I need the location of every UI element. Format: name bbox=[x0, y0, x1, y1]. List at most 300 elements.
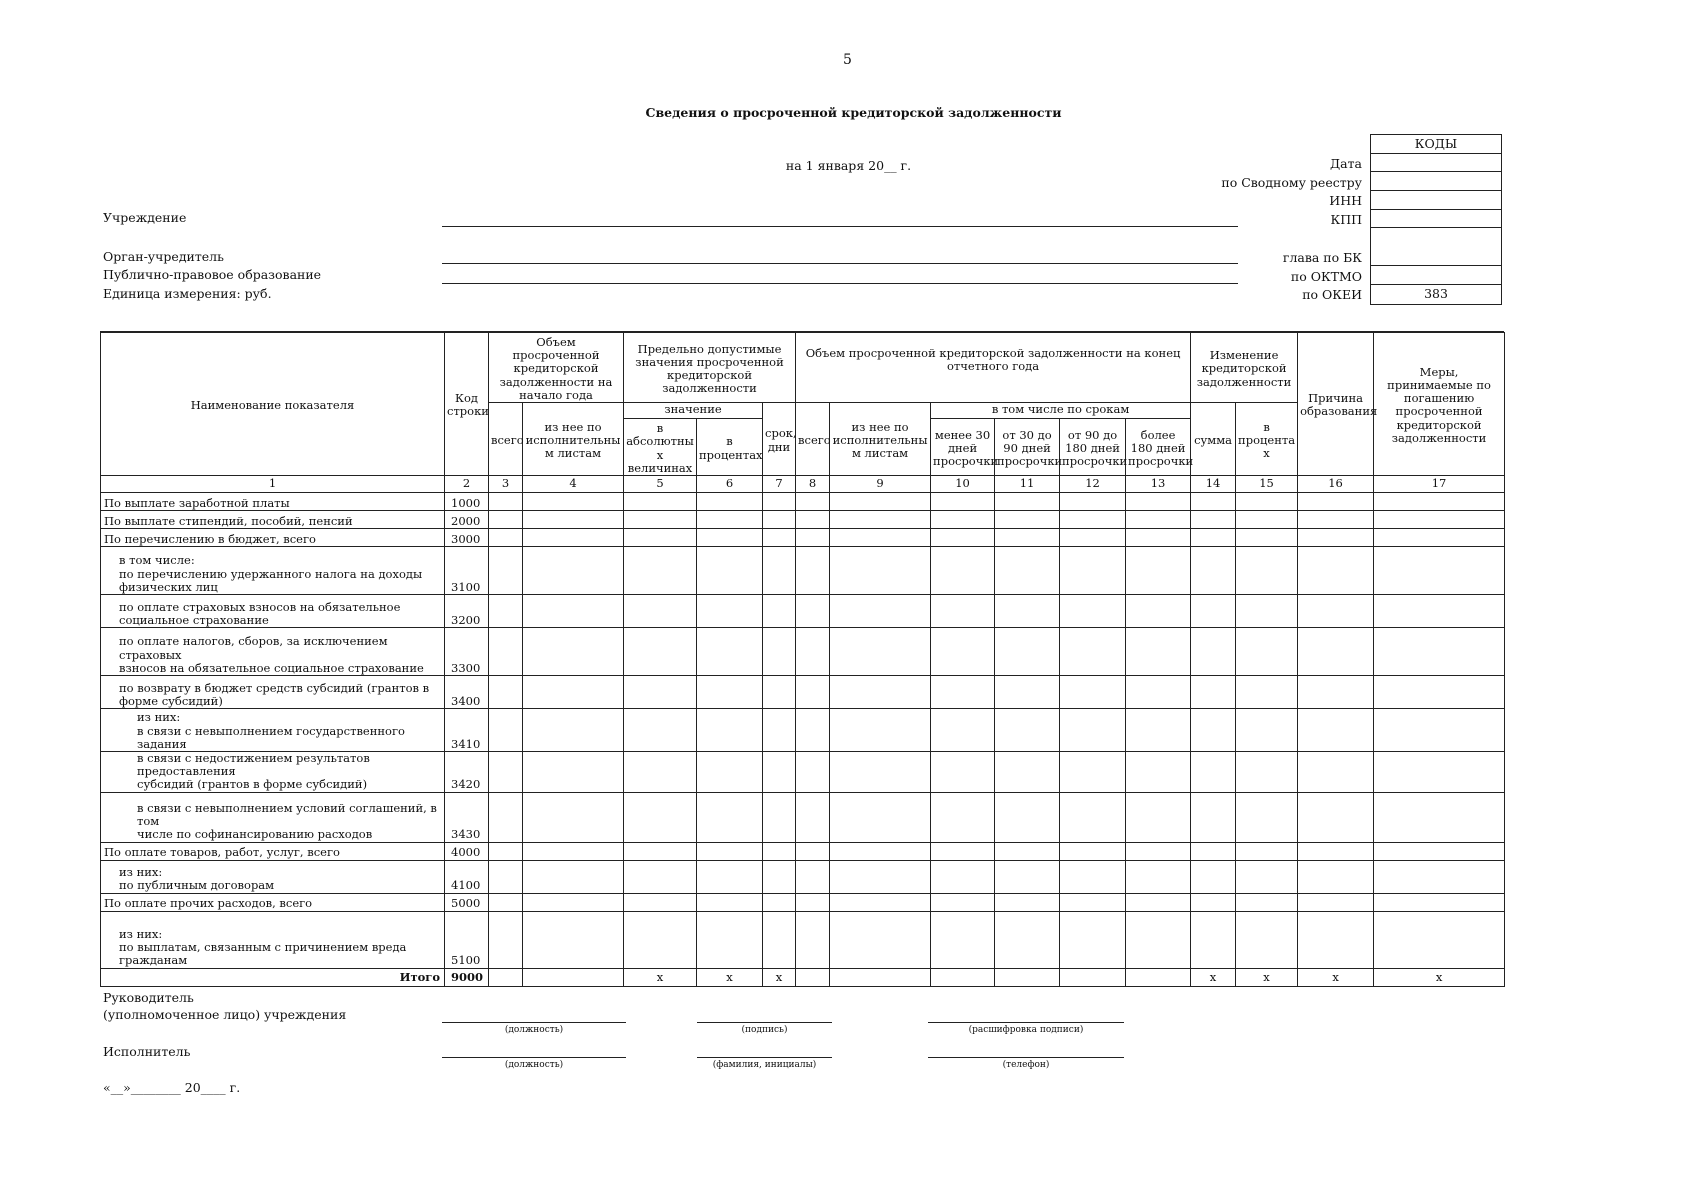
data-cell[interactable] bbox=[1236, 842, 1298, 860]
data-cell[interactable] bbox=[1126, 893, 1191, 911]
data-cell[interactable] bbox=[796, 893, 830, 911]
data-cell[interactable] bbox=[1191, 792, 1236, 842]
row-name bbox=[101, 627, 445, 675]
data-cell[interactable] bbox=[1191, 627, 1236, 675]
data-cell[interactable] bbox=[931, 675, 995, 708]
data-cell[interactable] bbox=[830, 627, 931, 675]
data-cell[interactable] bbox=[1236, 510, 1298, 528]
data-cell[interactable] bbox=[523, 860, 624, 893]
data-cell[interactable] bbox=[1126, 546, 1191, 594]
data-cell[interactable] bbox=[931, 594, 995, 627]
data-cell[interactable] bbox=[830, 751, 931, 792]
data-cell[interactable] bbox=[995, 792, 1060, 842]
data-cell[interactable] bbox=[931, 510, 995, 528]
row-name-line: по оплате страховых взносов на обязательное bbox=[119, 599, 401, 614]
head-decode-line[interactable] bbox=[928, 1022, 1124, 1023]
data-cell[interactable] bbox=[624, 492, 697, 510]
code-label-date: Дата bbox=[1330, 156, 1362, 171]
row-code: 5000 bbox=[445, 893, 489, 911]
data-cell[interactable] bbox=[796, 528, 830, 546]
data-cell[interactable] bbox=[995, 528, 1060, 546]
data-cell[interactable] bbox=[1298, 708, 1374, 751]
head-signature-line[interactable] bbox=[697, 1022, 832, 1023]
data-cell[interactable] bbox=[931, 911, 995, 968]
data-cell[interactable] bbox=[523, 510, 624, 528]
data-cell[interactable] bbox=[1374, 546, 1505, 594]
data-cell[interactable] bbox=[763, 492, 796, 510]
data-cell[interactable] bbox=[763, 708, 796, 751]
data-cell[interactable] bbox=[763, 860, 796, 893]
column-number: 13 bbox=[1126, 475, 1191, 492]
data-cell[interactable] bbox=[1236, 751, 1298, 792]
data-cell[interactable] bbox=[995, 842, 1060, 860]
data-cell[interactable] bbox=[1191, 528, 1236, 546]
data-cell[interactable] bbox=[1126, 492, 1191, 510]
row-name-line: форме субсидий) bbox=[119, 693, 223, 708]
data-cell[interactable] bbox=[763, 594, 796, 627]
row-name-line: По перечислению в бюджет, всего bbox=[104, 531, 316, 546]
data-cell[interactable] bbox=[796, 594, 830, 627]
code-cell-inn[interactable] bbox=[1371, 191, 1501, 210]
data-cell[interactable] bbox=[1060, 675, 1126, 708]
data-cell[interactable] bbox=[1374, 528, 1505, 546]
total-cell[interactable] bbox=[995, 968, 1060, 986]
data-cell[interactable] bbox=[1191, 594, 1236, 627]
row-name bbox=[101, 492, 445, 510]
row-name bbox=[101, 594, 445, 627]
data-cell[interactable] bbox=[931, 792, 995, 842]
head-position-line[interactable] bbox=[442, 1022, 626, 1023]
column-number: 11 bbox=[995, 475, 1060, 492]
data-cell[interactable] bbox=[1236, 911, 1298, 968]
data-cell[interactable] bbox=[1374, 708, 1505, 751]
data-cell[interactable] bbox=[1126, 708, 1191, 751]
data-cell[interactable] bbox=[1126, 627, 1191, 675]
total-cell[interactable] bbox=[489, 968, 523, 986]
data-cell[interactable] bbox=[697, 792, 763, 842]
data-cell[interactable] bbox=[763, 911, 796, 968]
data-cell[interactable] bbox=[697, 627, 763, 675]
data-cell[interactable] bbox=[1374, 594, 1505, 627]
row-name-line: в связи с недостижением результатов предоставления bbox=[137, 750, 370, 779]
data-cell[interactable] bbox=[697, 546, 763, 594]
data-cell[interactable] bbox=[1191, 675, 1236, 708]
data-cell[interactable] bbox=[489, 911, 523, 968]
code-cell-kpp[interactable] bbox=[1371, 210, 1501, 229]
total-cell[interactable] bbox=[1060, 968, 1126, 986]
table-row bbox=[101, 911, 1505, 968]
data-cell[interactable] bbox=[931, 751, 995, 792]
data-cell[interactable] bbox=[931, 546, 995, 594]
data-cell[interactable] bbox=[1060, 546, 1126, 594]
data-cell[interactable] bbox=[763, 546, 796, 594]
data-cell[interactable] bbox=[995, 911, 1060, 968]
total-cell: x bbox=[1298, 968, 1374, 986]
data-cell[interactable] bbox=[931, 842, 995, 860]
data-cell[interactable] bbox=[624, 792, 697, 842]
data-cell[interactable] bbox=[796, 860, 830, 893]
table-row bbox=[101, 594, 1505, 627]
data-cell[interactable] bbox=[796, 627, 830, 675]
data-cell[interactable] bbox=[796, 492, 830, 510]
row-code: 4100 bbox=[445, 860, 489, 893]
document-title: Сведения о просроченной кредиторской задолженности bbox=[645, 105, 1062, 120]
row-code: 2000 bbox=[445, 510, 489, 528]
data-cell[interactable] bbox=[1298, 675, 1374, 708]
column-number: 14 bbox=[1191, 475, 1236, 492]
data-cell[interactable] bbox=[995, 860, 1060, 893]
data-cell[interactable] bbox=[1126, 792, 1191, 842]
data-cell[interactable] bbox=[995, 751, 1060, 792]
total-cell: x bbox=[1191, 968, 1236, 986]
data-cell[interactable] bbox=[1298, 842, 1374, 860]
column-number: 15 bbox=[1236, 475, 1298, 492]
data-cell[interactable] bbox=[624, 860, 697, 893]
data-cell[interactable] bbox=[523, 751, 624, 792]
data-cell[interactable] bbox=[1126, 842, 1191, 860]
data-cell[interactable] bbox=[523, 675, 624, 708]
data-cell[interactable] bbox=[763, 792, 796, 842]
row-name bbox=[101, 860, 445, 893]
data-cell[interactable] bbox=[697, 675, 763, 708]
data-cell[interactable] bbox=[1060, 708, 1126, 751]
report-date: на 1 января 20__ г. bbox=[785, 158, 912, 173]
data-cell[interactable] bbox=[1060, 528, 1126, 546]
head-label-2: (уполномоченное лицо) учреждения bbox=[103, 1007, 347, 1022]
field-label-founder: Орган-учредитель bbox=[103, 249, 224, 264]
data-cell[interactable] bbox=[830, 510, 931, 528]
row-name-line: из них: bbox=[119, 926, 163, 941]
data-cell[interactable] bbox=[1374, 842, 1505, 860]
data-cell[interactable] bbox=[624, 708, 697, 751]
data-cell[interactable] bbox=[523, 528, 624, 546]
column-number: 17 bbox=[1374, 475, 1505, 492]
data-cell[interactable] bbox=[995, 675, 1060, 708]
data-cell[interactable] bbox=[489, 842, 523, 860]
data-cell[interactable] bbox=[1060, 510, 1126, 528]
column-number: 6 bbox=[697, 475, 763, 492]
data-cell[interactable] bbox=[1191, 893, 1236, 911]
data-cell[interactable] bbox=[763, 751, 796, 792]
total-cell: x bbox=[763, 968, 796, 986]
total-cell: x bbox=[624, 968, 697, 986]
data-cell[interactable] bbox=[624, 528, 697, 546]
data-cell[interactable] bbox=[624, 842, 697, 860]
data-cell[interactable] bbox=[763, 528, 796, 546]
data-cell[interactable] bbox=[489, 860, 523, 893]
data-cell[interactable] bbox=[624, 675, 697, 708]
executor-phone-caption: (телефон) bbox=[1002, 1060, 1050, 1070]
data-cell[interactable] bbox=[1374, 627, 1505, 675]
data-cell[interactable] bbox=[830, 792, 931, 842]
data-cell[interactable] bbox=[697, 911, 763, 968]
data-cell[interactable] bbox=[1060, 911, 1126, 968]
data-cell[interactable] bbox=[1374, 492, 1505, 510]
data-cell[interactable] bbox=[1298, 860, 1374, 893]
data-cell[interactable] bbox=[1298, 893, 1374, 911]
row-name bbox=[101, 911, 445, 968]
table-row bbox=[101, 860, 1505, 893]
data-cell[interactable] bbox=[489, 492, 523, 510]
data-cell[interactable] bbox=[995, 546, 1060, 594]
row-code: 3400 bbox=[445, 675, 489, 708]
data-cell[interactable] bbox=[1191, 708, 1236, 751]
data-cell[interactable] bbox=[1060, 842, 1126, 860]
data-cell[interactable] bbox=[796, 792, 830, 842]
data-cell[interactable] bbox=[1060, 751, 1126, 792]
executor-position-line[interactable] bbox=[442, 1057, 626, 1058]
row-name-line: из них: bbox=[137, 710, 181, 725]
data-cell[interactable] bbox=[1236, 594, 1298, 627]
data-cell[interactable] bbox=[1298, 751, 1374, 792]
data-cell[interactable] bbox=[624, 751, 697, 792]
data-cell[interactable] bbox=[697, 893, 763, 911]
data-cell[interactable] bbox=[697, 594, 763, 627]
column-number: 2 bbox=[445, 475, 489, 492]
row-name-line: по оплате налогов, сборов, за исключением страховых bbox=[119, 634, 388, 662]
data-cell[interactable] bbox=[624, 546, 697, 594]
code-cell-date[interactable] bbox=[1371, 154, 1501, 173]
data-cell[interactable] bbox=[523, 546, 624, 594]
data-cell[interactable] bbox=[1374, 751, 1505, 792]
data-cell[interactable] bbox=[1191, 911, 1236, 968]
data-cell[interactable] bbox=[1374, 860, 1505, 893]
data-cell[interactable] bbox=[1374, 675, 1505, 708]
data-cell[interactable] bbox=[1236, 792, 1298, 842]
executor-phone-line[interactable] bbox=[928, 1057, 1124, 1058]
row-code: 1000 bbox=[445, 492, 489, 510]
data-cell[interactable] bbox=[624, 627, 697, 675]
data-cell[interactable] bbox=[489, 708, 523, 751]
executor-name-caption: (фамилия, инициалы) bbox=[712, 1060, 817, 1070]
head-name: Наименование показателя bbox=[101, 333, 445, 476]
data-cell[interactable] bbox=[624, 510, 697, 528]
data-cell[interactable] bbox=[1191, 492, 1236, 510]
row-name-line: По выплате заработной платы bbox=[104, 495, 290, 510]
data-cell[interactable] bbox=[796, 911, 830, 968]
data-cell[interactable] bbox=[995, 492, 1060, 510]
executor-name-line[interactable] bbox=[697, 1057, 832, 1058]
table-row bbox=[101, 792, 1505, 842]
data-cell[interactable] bbox=[1236, 860, 1298, 893]
data-cell[interactable] bbox=[1236, 492, 1298, 510]
data-cell[interactable] bbox=[830, 860, 931, 893]
data-cell[interactable] bbox=[931, 893, 995, 911]
row-name-line: в связи с невыполнением условий соглашений, в том bbox=[137, 800, 437, 829]
data-cell[interactable] bbox=[830, 594, 931, 627]
data-cell[interactable] bbox=[697, 842, 763, 860]
row-name-line: по выплатам, связанным с причинением вреда bbox=[119, 940, 407, 955]
data-cell[interactable] bbox=[489, 751, 523, 792]
data-cell[interactable] bbox=[1191, 510, 1236, 528]
data-cell[interactable] bbox=[1236, 893, 1298, 911]
data-cell[interactable] bbox=[1126, 528, 1191, 546]
data-cell[interactable] bbox=[1374, 510, 1505, 528]
data-cell[interactable] bbox=[1126, 510, 1191, 528]
head-limit-pct: в процентах bbox=[697, 419, 763, 476]
data-cell[interactable] bbox=[489, 675, 523, 708]
data-cell[interactable] bbox=[1060, 492, 1126, 510]
data-cell[interactable] bbox=[796, 546, 830, 594]
row-name bbox=[101, 842, 445, 860]
data-cell[interactable] bbox=[1060, 594, 1126, 627]
total-cell[interactable] bbox=[830, 968, 931, 986]
data-cell[interactable] bbox=[796, 751, 830, 792]
data-cell[interactable] bbox=[1298, 528, 1374, 546]
data-cell[interactable] bbox=[1236, 546, 1298, 594]
data-cell[interactable] bbox=[523, 792, 624, 842]
head-decode-caption: (расшифровка подписи) bbox=[968, 1025, 1084, 1035]
data-cell[interactable] bbox=[1298, 546, 1374, 594]
data-cell[interactable] bbox=[489, 510, 523, 528]
data-cell[interactable] bbox=[830, 528, 931, 546]
data-cell[interactable] bbox=[523, 911, 624, 968]
data-cell[interactable] bbox=[1236, 675, 1298, 708]
data-cell[interactable] bbox=[830, 893, 931, 911]
data-cell[interactable] bbox=[624, 893, 697, 911]
total-cell[interactable] bbox=[796, 968, 830, 986]
row-name-line: числе по софинансированию расходов bbox=[137, 827, 373, 842]
data-cell[interactable] bbox=[697, 751, 763, 792]
data-cell[interactable] bbox=[624, 594, 697, 627]
data-cell[interactable] bbox=[763, 675, 796, 708]
data-cell[interactable] bbox=[697, 510, 763, 528]
row-name-line: по возврату в бюджет средств субсидий (грантов в bbox=[119, 680, 430, 695]
data-cell[interactable] bbox=[796, 675, 830, 708]
data-cell[interactable] bbox=[830, 492, 931, 510]
data-cell[interactable] bbox=[830, 911, 931, 968]
data-cell[interactable] bbox=[697, 860, 763, 893]
row-name-line: По оплате товаров, работ, услуг, всего bbox=[104, 845, 340, 860]
data-cell[interactable] bbox=[697, 528, 763, 546]
head-signature-caption: (подпись) bbox=[741, 1025, 788, 1035]
data-cell[interactable] bbox=[1298, 594, 1374, 627]
code-cell-okei[interactable]: 383 bbox=[1424, 286, 1448, 302]
data-cell[interactable] bbox=[1298, 792, 1374, 842]
data-cell[interactable] bbox=[796, 842, 830, 860]
data-cell[interactable] bbox=[796, 510, 830, 528]
total-cell[interactable] bbox=[523, 968, 624, 986]
total-cell: x bbox=[1374, 968, 1505, 986]
data-cell[interactable] bbox=[523, 893, 624, 911]
data-cell[interactable] bbox=[995, 708, 1060, 751]
data-cell[interactable] bbox=[1374, 911, 1505, 968]
data-cell[interactable] bbox=[1191, 751, 1236, 792]
row-code: 3000 bbox=[445, 528, 489, 546]
data-cell[interactable] bbox=[995, 627, 1060, 675]
data-cell[interactable] bbox=[796, 708, 830, 751]
data-cell[interactable] bbox=[931, 492, 995, 510]
data-cell[interactable] bbox=[523, 842, 624, 860]
data-cell[interactable] bbox=[931, 627, 995, 675]
data-cell[interactable] bbox=[523, 492, 624, 510]
codes-box bbox=[1370, 134, 1502, 305]
data-cell[interactable] bbox=[523, 627, 624, 675]
data-cell[interactable] bbox=[763, 893, 796, 911]
data-cell[interactable] bbox=[1126, 594, 1191, 627]
data-cell[interactable] bbox=[931, 708, 995, 751]
data-cell[interactable] bbox=[1236, 627, 1298, 675]
code-label-bk: глава по БК bbox=[1282, 249, 1362, 265]
data-cell[interactable] bbox=[697, 492, 763, 510]
data-cell[interactable] bbox=[489, 893, 523, 911]
head-label-1: Руководитель bbox=[103, 990, 194, 1005]
column-number: 1 bbox=[101, 475, 445, 492]
data-cell[interactable] bbox=[830, 842, 931, 860]
total-cell[interactable] bbox=[1126, 968, 1191, 986]
table-body bbox=[101, 492, 1505, 986]
code-cell-bk[interactable] bbox=[1371, 228, 1501, 266]
data-cell[interactable] bbox=[1298, 492, 1374, 510]
data-cell[interactable] bbox=[830, 675, 931, 708]
data-cell[interactable] bbox=[523, 594, 624, 627]
head-measures: Меры, принимаемые по погашению просроченной кредиторской задолженности bbox=[1374, 333, 1505, 476]
data-cell[interactable] bbox=[830, 708, 931, 751]
page-number: 5 bbox=[843, 52, 852, 68]
row-name-line: в связи с невыполнением государственного задания bbox=[137, 723, 405, 751]
data-cell[interactable] bbox=[995, 510, 1060, 528]
code-cell-register[interactable] bbox=[1371, 172, 1501, 191]
data-cell[interactable] bbox=[931, 528, 995, 546]
data-cell[interactable] bbox=[1126, 751, 1191, 792]
data-cell[interactable] bbox=[697, 708, 763, 751]
data-cell[interactable] bbox=[763, 842, 796, 860]
data-cell[interactable] bbox=[1060, 860, 1126, 893]
field-line-founder bbox=[442, 263, 1238, 264]
data-cell[interactable] bbox=[1236, 528, 1298, 546]
data-cell[interactable] bbox=[995, 893, 1060, 911]
data-cell[interactable] bbox=[995, 594, 1060, 627]
data-cell[interactable] bbox=[489, 792, 523, 842]
data-cell[interactable] bbox=[1374, 792, 1505, 842]
data-cell[interactable] bbox=[1298, 510, 1374, 528]
data-cell[interactable] bbox=[1236, 708, 1298, 751]
data-cell[interactable] bbox=[489, 627, 523, 675]
data-cell[interactable] bbox=[489, 594, 523, 627]
data-cell[interactable] bbox=[1126, 860, 1191, 893]
data-cell[interactable] bbox=[1191, 546, 1236, 594]
data-cell[interactable] bbox=[1298, 627, 1374, 675]
head-end-total: всего bbox=[796, 403, 830, 476]
data-cell[interactable] bbox=[931, 860, 995, 893]
data-cell[interactable] bbox=[1191, 842, 1236, 860]
data-cell[interactable] bbox=[489, 546, 523, 594]
data-cell[interactable] bbox=[1126, 675, 1191, 708]
column-number: 10 bbox=[931, 475, 995, 492]
data-cell[interactable] bbox=[1191, 860, 1236, 893]
data-cell[interactable] bbox=[523, 708, 624, 751]
data-cell[interactable] bbox=[624, 911, 697, 968]
table-row bbox=[101, 627, 1505, 675]
row-name-line: физических лиц bbox=[119, 579, 218, 594]
data-cell[interactable] bbox=[1374, 893, 1505, 911]
row-code: 3300 bbox=[445, 627, 489, 675]
total-cell: x bbox=[1236, 968, 1298, 986]
data-cell[interactable] bbox=[1060, 893, 1126, 911]
data-cell[interactable] bbox=[1060, 627, 1126, 675]
data-cell[interactable] bbox=[1060, 792, 1126, 842]
column-number: 4 bbox=[523, 475, 624, 492]
total-cell[interactable] bbox=[931, 968, 995, 986]
data-cell[interactable] bbox=[763, 627, 796, 675]
data-cell[interactable] bbox=[1126, 911, 1191, 968]
data-cell[interactable] bbox=[1298, 911, 1374, 968]
code-cell-oktmo[interactable] bbox=[1371, 266, 1501, 285]
data-cell[interactable] bbox=[763, 510, 796, 528]
data-cell[interactable] bbox=[830, 546, 931, 594]
data-cell[interactable] bbox=[489, 528, 523, 546]
row-name bbox=[101, 546, 445, 594]
